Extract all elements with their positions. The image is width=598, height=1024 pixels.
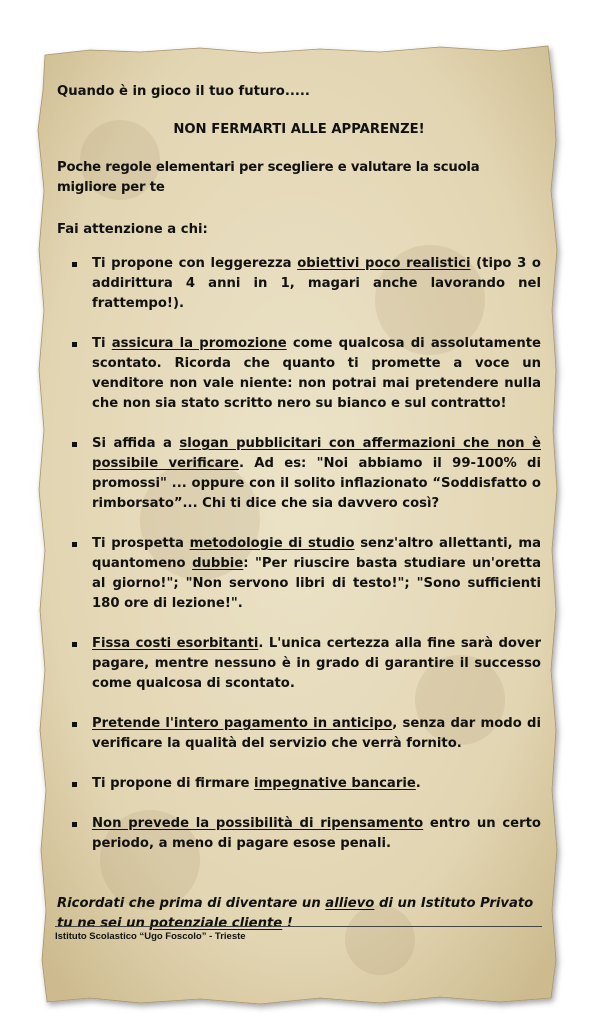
rule-item	[57, 534, 541, 614]
text-span: Ti propone con leggerezza	[92, 256, 298, 271]
rule-item	[57, 434, 541, 514]
text-span: (tipo 3 o addirittura 4 anni in 1, magari anche lavorando nel frattempo!).	[92, 256, 541, 311]
intro-line: Quando è in gioco il tuo futuro.....	[57, 84, 310, 99]
text-span: come qualcosa di assolutamente scontato. Ricorda che quanto ti promette a voce un venditore non vale niente: non potrai mai pretendere nulla che non sia stato scritto nero su bianco e sul contratto!	[92, 336, 541, 411]
square-bullet-icon	[72, 342, 77, 347]
text-span: Ti propone di firmare	[92, 776, 255, 791]
text-span: .	[415, 776, 421, 791]
underlined-text: obiettivi poco realistici	[297, 256, 471, 271]
text-span: : "Per riuscire basta studiare un'oretta al giorno!"; "Non servono libri di testo!"; "Sono sufficienti 180 ore di lezione!".	[92, 556, 541, 611]
rule-item	[57, 254, 541, 314]
text-span: senz'altro allettanti, ma quantomeno	[92, 536, 541, 571]
underlined-text: metodologie di studio	[189, 536, 355, 551]
text-span: Si affida a	[92, 436, 180, 451]
text-span: !	[282, 916, 293, 931]
text-span: Ti	[92, 336, 112, 351]
rule-item	[57, 714, 541, 754]
rule-item	[57, 814, 541, 854]
square-bullet-icon	[72, 262, 77, 267]
square-bullet-icon	[72, 642, 77, 647]
square-bullet-icon	[72, 722, 77, 727]
text-span: Ricordati che prima di diventare un	[57, 896, 326, 911]
document-body	[57, 82, 541, 934]
text-span: di un Istituto Privato tu ne sei un	[57, 896, 534, 931]
underlined-text: Pretende l'intero pagamento in anticipo	[92, 716, 393, 731]
document-subtitle: Poche regole elementari per scegliere e valutare la scuola migliore per te	[57, 160, 480, 195]
square-bullet-icon	[72, 822, 77, 827]
text-span: , senza dar modo di verificare la qualità del servizio che verrà fornito.	[92, 716, 541, 751]
underlined-text: slogan pubblicitari con affermazioni che non è possibile verificare	[92, 436, 541, 471]
square-bullet-icon	[72, 542, 77, 547]
square-bullet-icon	[72, 782, 77, 787]
underlined-text: impegnative bancarie	[254, 776, 416, 791]
underlined-text: allievo	[325, 896, 375, 911]
attention-heading: Fai attenzione a chi:	[57, 222, 208, 237]
underlined-text: Fissa costi esorbitanti	[92, 636, 259, 651]
text-span: entro un certo periodo, a meno di pagare esose penali.	[92, 816, 541, 851]
rule-item	[57, 334, 541, 414]
rules-list	[57, 254, 541, 854]
text-span: . L'unica certezza alla fine sarà dover pagare, mentre nessuno è in grado di garantire il successo come qualcosa di scontato.	[92, 636, 541, 691]
rule-item	[57, 774, 541, 794]
underlined-text: dubbie	[192, 556, 244, 571]
footer-institute: Istituto Scolastico “Ugo Foscolo” - Trieste	[55, 926, 542, 942]
underlined-text: potenziale cliente	[149, 916, 283, 931]
document-title: NON FERMARTI ALLE APPARENZE!	[173, 122, 425, 137]
rule-item	[57, 634, 541, 694]
text-span: . Ad es: "Noi abbiamo il 99-100% di promossi" ... oppure con il solito inflazionato “Soddisfatto o rimborsato”... Chi ti dice che sia davvero così?	[92, 456, 541, 511]
text-span: Ti prospetta	[92, 536, 190, 551]
underlined-text: assicura la promozione	[111, 336, 287, 351]
underlined-text: Non prevede la possibilità di ripensamento	[92, 816, 424, 831]
square-bullet-icon	[72, 442, 77, 447]
